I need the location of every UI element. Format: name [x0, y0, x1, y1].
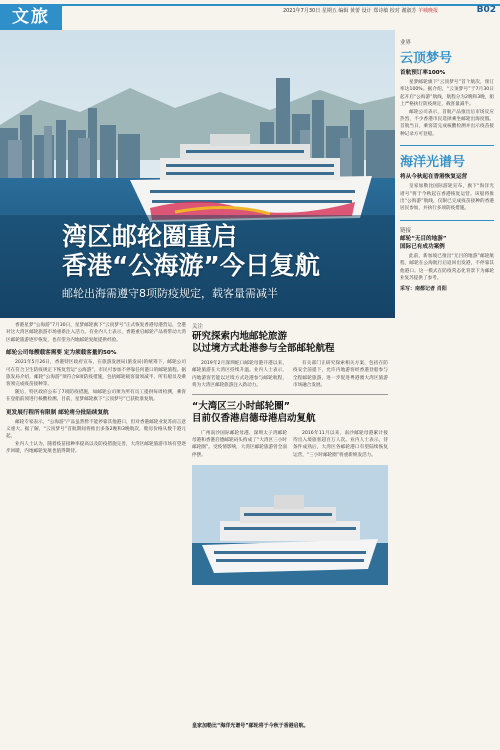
right-title-1: 云顶梦号 [400, 51, 453, 66]
paper-tag: 羊城晚报 [417, 8, 438, 14]
section-label: 文旅 [0, 4, 62, 30]
left-subhead-2: 更发展行程所有限制 邮轮将分批陆续复航 [6, 409, 109, 416]
hero-subheadline: 邮轮出海需遵守8项防疫规定，载客量需减半 [62, 287, 278, 300]
hero-headline-line1: 湾区邮轮圈重启 [62, 222, 238, 251]
hero-photo [0, 30, 395, 318]
right-column [400, 38, 494, 292]
right-paragraph-4: 此前，新加坡已推出“无目的地游”邮轮航程，邮轮在公海航行后返回出发港，不停靠其他港口。这一模式在防疫常态化背景下为邮轮业复苏提供了参考。 [400, 253, 494, 282]
right-paragraph-1: 星梦邮轮旗下“云顶梦号”首个航次，预订率达100%。据介绍，“云顶梦号”于7月30日起开启“公海游”航线，航程分为2晚和3晚，船上严格执行防疫规定，载客量减半。 [400, 80, 494, 108]
middle-body-1 [192, 360, 388, 390]
byline: 采写：南都记者 肖阳 [400, 285, 447, 292]
designer: 设计 郑诗敏 [361, 8, 389, 14]
header-rule [62, 4, 500, 6]
middle-paragraph-3: 广州南沙国际邮轮母港、深圳太子湾邮轮母港和香港启德邮轮码头构成了“大湾区三小时邮轮圈”。受疫情影响，大湾区邮轮旅游曾全面停摆。 [192, 430, 287, 458]
middle-divider [192, 394, 388, 395]
left-paragraph-4: 业内人士认为，随着疫苗接种率提高以及防疫措施完善，大湾区邮轮旅游市场有望逐步回暖，内地邮轮复航也值得期待。 [6, 441, 186, 455]
right-kicker-2: 链接 [400, 227, 412, 234]
proofreader: 校对 谢淑芳 [389, 8, 417, 14]
middle-paragraph-4: 2016年11月以来，南沙邮轮母港累计接待出入境旅客超百万人次。业内人士表示，待条件成熟后，大湾区各邮轮港口有望陆续恢复运营，“三小时邮轮圈”将重新焕发活力。 [293, 430, 388, 458]
hero-headline [62, 222, 320, 280]
masthead [0, 0, 500, 30]
lead-paragraph: 香港星梦“公海游”7月30日，星梦邮轮旗下“云顶梦号”正式恢复香港母港营运，全港对这大湾区邮轮旅游市场重新注入活力。有业内人士表示，香港重启邮轮产品将带动大湾区邮轮旅游逐步恢复，也有望为内地邮轮复航提供经验。 [6, 323, 186, 343]
right-divider-1 [400, 145, 494, 146]
weekday: 星期五 [321, 8, 337, 14]
header-info [283, 7, 438, 14]
right-subtitle-3 [400, 234, 494, 250]
middle-headline-2-line2: 目前仅香港启德母港启动复航 [192, 412, 316, 424]
middle-column-article [192, 322, 388, 585]
left-paragraph-1: 2021年5月26日，香港特区政府宣布，在旅游发展局(旅发局)的统筹下，邮轮公司可在符合卫生防疫规定下恢复营运“公海游”，市民可参加不停靠任何港口的邮轮旅程。据旅发局介绍，邮轮“公海游”须符合8项防疫措施，包括邮轮载客量须减半、所有船员及乘客须完成疫苗接种等。 [6, 360, 186, 388]
middle-body-2 [192, 430, 388, 460]
right-divider-2 [400, 220, 494, 221]
page-number: B02 [476, 5, 496, 15]
cruise-ship-photo [192, 465, 388, 585]
left-paragraph-3: 邮轮专家表示，“公海游”产品虽然暂不能停靠其他港口，但对香港邮轮业复苏而言意义重大。据了解，“云顶梦号”首航期间将推出多条2晚和3晚航次，舱房价格从数千港元起。 [6, 419, 186, 440]
middle-paragraph-2: 有关部门正研究探索相关方案，包括在防疫安全前提下，允许内地游客经香港登船参与全程邮轮旅游，进一步促进粤港澳大湾区旅游市场融合发展。 [293, 361, 388, 389]
right-subtitle-2: 将从今秋起在香港恢复运营 [400, 174, 468, 181]
middle-headline-1-line1: 研究探索内地邮轮旅游 [192, 331, 288, 342]
right-paragraph-3: 皇家加勒比国际游轮宣布，旗下“海洋光谱号”将于今秋起在香港恢复运营。该船将推出“公海游”航线，仅限已完成疫苗接种的香港居民参加，并执行多项防疫措施。 [400, 184, 494, 212]
right-subtitle-3-line1: 邮轮“无目的地游” [400, 235, 447, 242]
right-paragraph-2: 邮轮公司表示，首航产品推出后市场反应热烈，不少香港市民选择乘坐邮轮出海度假。首航当日，乘客需完成核酸检测并出示疫苗接种记录方可登船。 [400, 109, 494, 137]
right-subtitle-1: 首航预订率100% [400, 70, 446, 76]
right-title-2: 海洋光谱号 [400, 155, 466, 171]
left-subhead-1: 邮轮公司每艘载客需要 定为须载客量的50% [6, 350, 117, 357]
middle-paragraph-1: 2019年2月深圳蛇口邮轮母港开港以来，邮轮旅游在大湾区持续升温。业内人士表示，内地游客若能以过境方式赴港参与邮轮航程，将为大湾区邮轮旅游注入新动力。 [192, 361, 287, 389]
middle-kicker: 关注 [192, 324, 204, 330]
middle-headline-2-line1: “大湾区三小时邮轮圈” [192, 400, 290, 412]
right-kicker-1: 业界 [400, 40, 412, 46]
hero-headline-line2: 香港“公海游”今日复航 [62, 251, 320, 280]
middle-headline-1 [192, 331, 388, 355]
middle-headline-1-line2: 以过境方式赴港参与全部邮轮航程 [192, 343, 335, 354]
issue-date: 2021年7月30日 [282, 8, 321, 14]
editor: 编辑 黄蕾 [338, 8, 361, 14]
photo-caption: 皇家加勒比“海洋光谱号”邮轮将于今秋于香港启航。 [192, 723, 309, 729]
left-paragraph-2: 随后，特区政府公布了7项防疫措施，如邮轮公司须为所有员工提供每周检测，乘客在登船前须进行核酸检测。目前，星梦邮轮旗下“云顶梦号”已获批准复航。 [6, 389, 186, 403]
middle-headline-2 [192, 401, 388, 425]
left-column-article [6, 322, 186, 456]
right-subtitle-3-line2: 国际已有成功案例 [400, 243, 445, 250]
